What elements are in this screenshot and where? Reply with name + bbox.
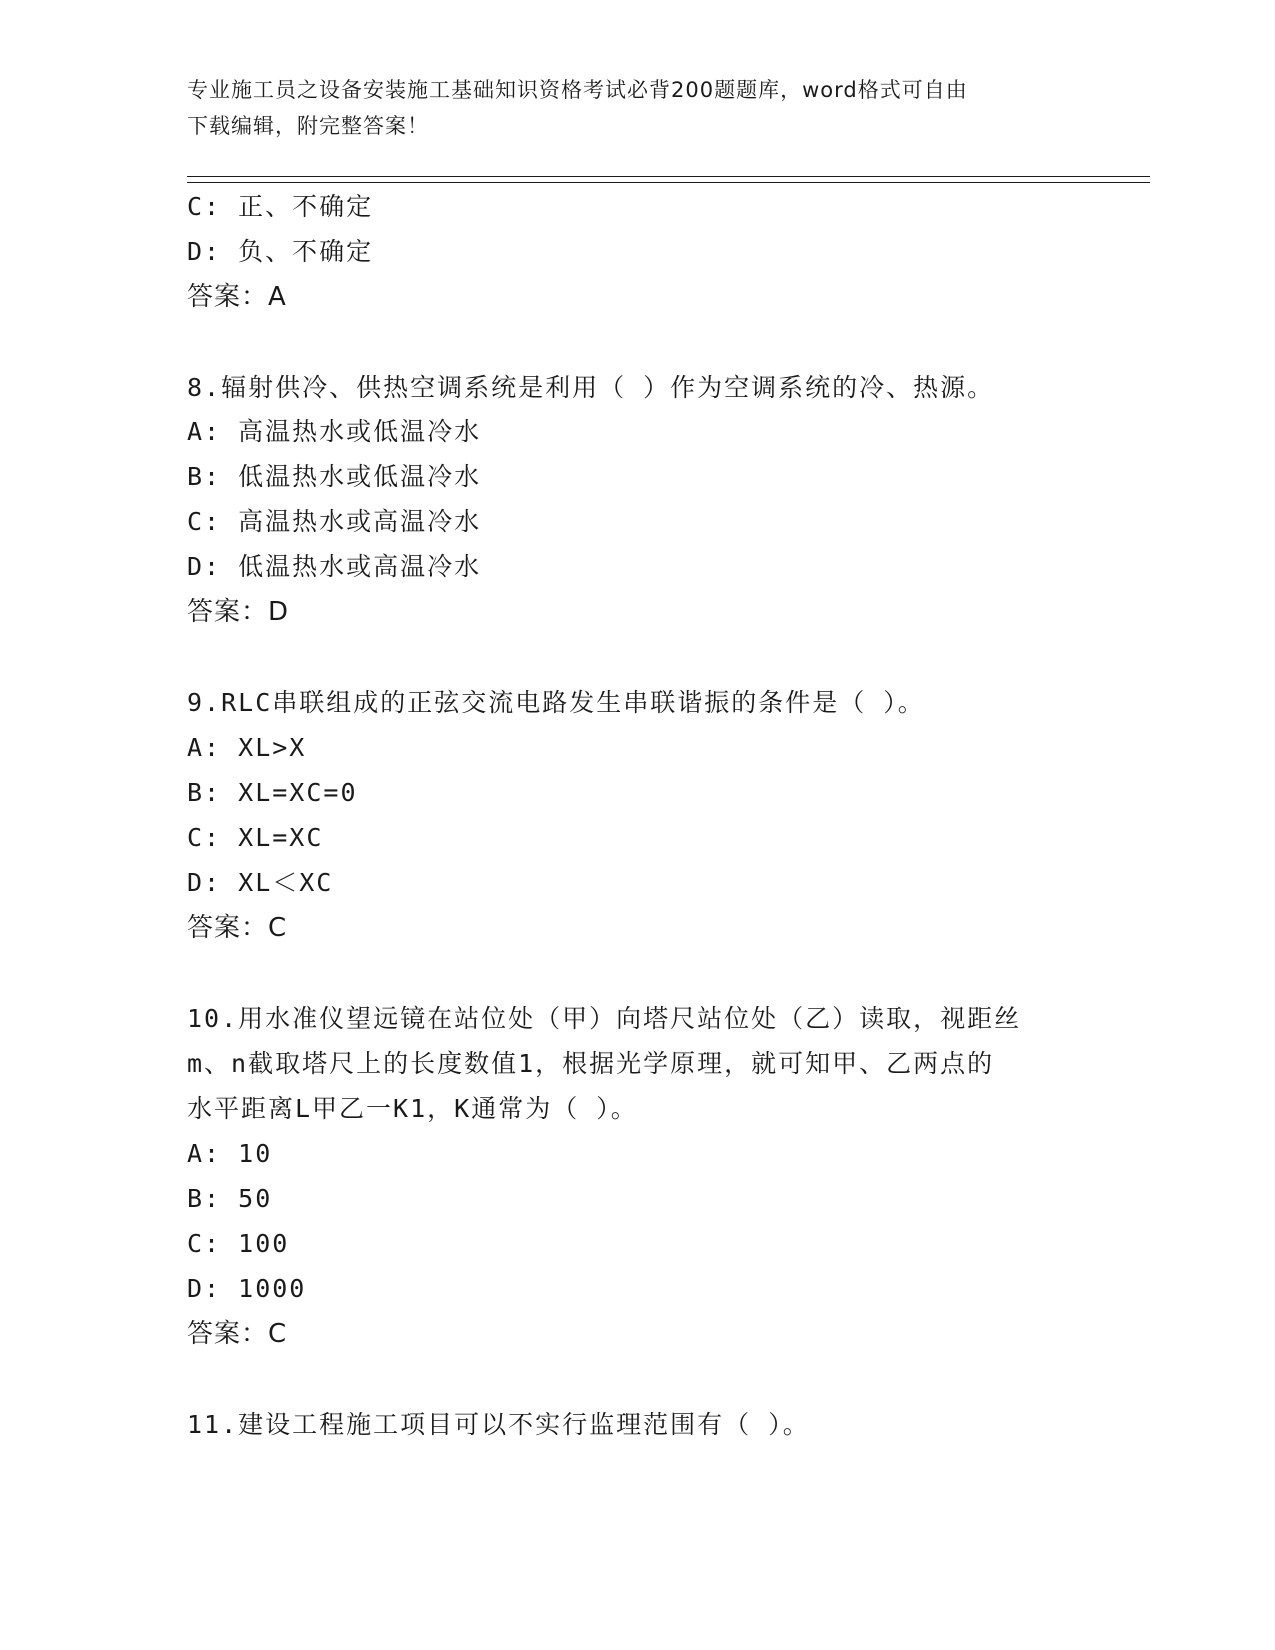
q9-option-d: D: XL＜XC	[187, 868, 334, 897]
q8-option-b: B: 低温热水或低温冷水	[187, 462, 482, 491]
q8-option-a: A: 高温热水或低温冷水	[187, 417, 482, 446]
q10-option-d: D: 1000	[187, 1274, 307, 1303]
header-divider-top	[187, 176, 1150, 177]
q7-answer: 答案：A	[187, 282, 287, 312]
document-header	[187, 72, 1087, 144]
q11-stem: 11.建设工程施工项目可以不实行监理范围有（ ）。	[187, 1410, 810, 1439]
header-divider-bottom	[187, 182, 1150, 183]
q10-stem-line-2: m、n截取塔尺上的长度数值1，根据光学原理，就可知甲、乙两点的	[187, 1049, 995, 1078]
q10-stem-line-1: 10.用水准仪望远镜在站位处（甲）向塔尺站位处（乙）读取，视距丝	[187, 1004, 1022, 1033]
q8-option-c: C: 高温热水或高温冷水	[187, 507, 482, 536]
q10-option-b: B: 50	[187, 1184, 273, 1213]
q9-stem: 9.RLC串联组成的正弦交流电路发生串联谐振的条件是（ ）。	[187, 688, 925, 717]
q8-option-d: D: 低温热水或高温冷水	[187, 552, 482, 581]
q9-answer: 答案：C	[187, 913, 288, 943]
q7-option-c: C: 正、不确定	[187, 192, 374, 221]
q9-option-a: A: XL>X	[187, 733, 307, 762]
q10-answer: 答案：C	[187, 1319, 288, 1349]
q10-stem-line-3: 水平距离L甲乙一K1，K通常为（ ）。	[187, 1094, 638, 1123]
q9-option-c: C: XL=XC	[187, 823, 324, 852]
q9-option-b: B: XL=XC=0	[187, 778, 358, 807]
q10-option-a: A: 10	[187, 1139, 273, 1168]
q8-answer: 答案：D	[187, 597, 290, 627]
header-line-2: 下载编辑，附完整答案！	[187, 114, 429, 138]
q7-option-d: D: 负、不确定	[187, 237, 374, 266]
q10-option-c: C: 100	[187, 1229, 290, 1258]
header-line-1: 专业施工员之设备安装施工基础知识资格考试必背200题题库，word格式可自由	[187, 78, 968, 102]
q8-stem: 8.辐射供冷、供热空调系统是利用（ ）作为空调系统的冷、热源。	[187, 373, 995, 402]
